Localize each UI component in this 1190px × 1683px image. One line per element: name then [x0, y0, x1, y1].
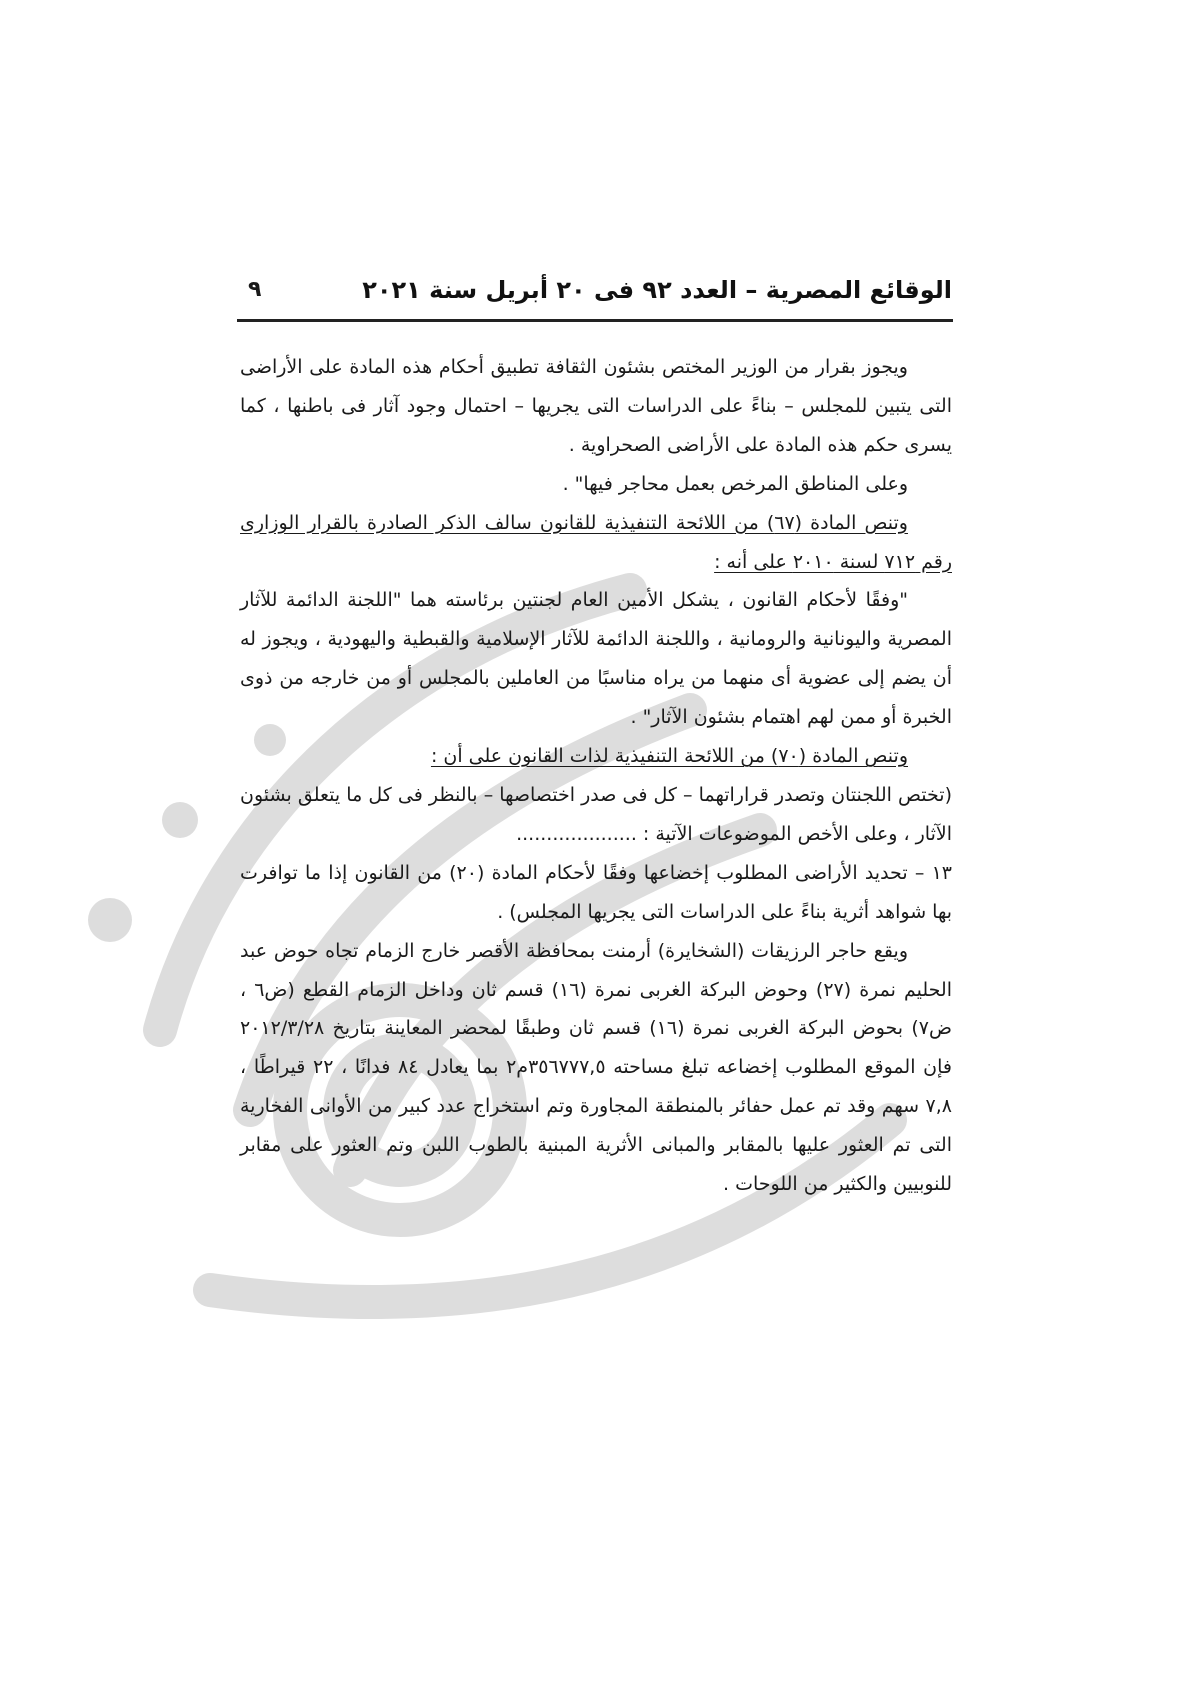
paragraph-site-description: ويقع حاجر الرزيقات (الشخايرة) أرمنت بمحافظة الأقصر خارج الزمام تجاه حوض عبد الحليم نمرة (٢٧) وحوض البركة الغربى نمرة (١٦) قسم ثان وداخل الزمام القطع (ض٦ ، ض٧) بحوض البركة الغربى نمرة (١٦) قسم ثان وطبقًا لمحضر المعاينة بتاريخ ٢٠١٢/٣/٢٨ فإن الموقع المطلوب إخضاعه تبلغ مساحته ٣٥٦٧٧٧,٥م٢ بما يعادل ٨٤ فدانًا ، ٢٢ قيراطًا ، ٧,٨ سهم وقد تم عمل حفائر بالمنطقة المجاورة وتم استخراج عدد كبير من الأوانى الفخارية التى تم العثور عليها بالمقابر والمبانى الأثرية المبنية بالطوب اللبن وتم العثور على مقابر للنوبيين والكثير من اللوحات . [240, 939, 952, 1196]
paragraph-committee-competence: (تختص اللجنتان وتصدر قراراتهما – كل فى صدر اختصاصها – بالنظر فى كل ما يتعلق بشئون الآثار ، وعلى الأخص الموضوعات الآتية : .................... [240, 783, 952, 845]
paragraph-article-67-intro: وتنص المادة (٦٧) من اللائحة التنفيذية للقانون سالف الذكر الصادرة بالقرار الوزارى رقم ٧١٢ لسنة ٢٠١٠ على أنه : [240, 511, 952, 573]
header-divider [237, 319, 953, 322]
document-body [240, 348, 952, 1204]
page-header [240, 270, 952, 318]
paragraph-item-13: ١٣ – تحديد الأراضى المطلوب إخضاعها وفقًا لأحكام المادة (٢٠) من القانون إذا ما توافرت بها شواهد أثرية بناءً على الدراسات التى يجريها المجلس) . [240, 861, 952, 923]
paragraph-ministerial-decision: ويجوز بقرار من الوزير المختص بشئون الثقافة تطبيق أحكام هذه المادة على الأراضى التى يتبين للمجلس – بناءً على الدراسات التى يجريها – احتمال وجود آثار فى باطنها ، كما يسرى حكم هذه المادة على الأراضى الصحراوية . [240, 356, 952, 456]
paragraph-quarries: وعلى المناطق المرخص بعمل محاجر فيها" . [562, 472, 908, 495]
paragraph-committees: "وفقًا لأحكام القانون ، يشكل الأمين العام لجنتين برئاسته هما "اللجنة الدائمة للآثار المصرية واليونانية والرومانية ، واللجنة الدائمة للآثار الإسلامية والقبطية واليهودية ، ويجوز له أن يضم إلى عضوية أى منهما من يراه مناسبًا من العاملين بالمجلس أو من خارجه من ذوى الخبرة أو ممن لهم اهتمام بشئون الآثار" . [240, 589, 952, 729]
page-number: ٩ [248, 277, 262, 302]
paragraph-article-70-intro: وتنص المادة (٧٠) من اللائحة التنفيذية لذات القانون على أن : [430, 745, 908, 768]
gazette-title: الوقائع المصرية – العدد ٩٢ فى ٢٠ أبريل سنة ٢٠٢١ [362, 276, 952, 304]
